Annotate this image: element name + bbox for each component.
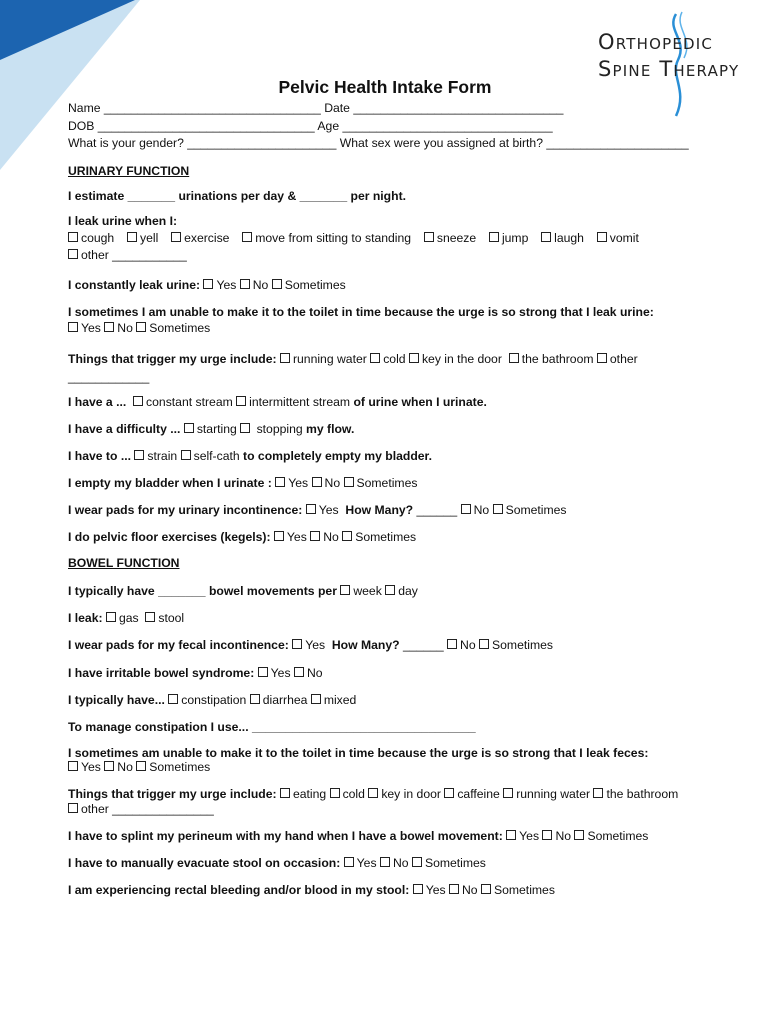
checkbox[interactable] xyxy=(340,585,350,595)
checkbox[interactable] xyxy=(68,761,78,771)
no-option[interactable]: No xyxy=(240,278,269,292)
checkbox[interactable] xyxy=(127,232,137,242)
checkbox[interactable] xyxy=(597,232,607,242)
bowel-heading: BOWEL FUNCTION xyxy=(68,556,180,570)
sometimes-option[interactable]: Sometimes xyxy=(272,278,346,292)
manage-constipation-field[interactable]: To manage constipation I use... _________________________________ xyxy=(68,720,476,734)
period-option[interactable]: day xyxy=(385,584,418,598)
gender-row xyxy=(68,136,689,151)
sometimes-option[interactable]: Sometimes xyxy=(412,856,486,870)
checkbox[interactable] xyxy=(68,232,78,242)
checkbox[interactable] xyxy=(344,477,354,487)
logo-line-1: Orthopedic xyxy=(598,30,714,54)
no-option[interactable]: No xyxy=(542,829,571,843)
no-option[interactable]: No xyxy=(104,321,133,335)
empty-on-urinate-question: I empty my bladder when I urinate : xyxy=(68,476,272,490)
checkbox[interactable] xyxy=(242,232,252,242)
checkbox[interactable] xyxy=(593,788,603,798)
yes-option[interactable]: Yes xyxy=(306,503,339,517)
checkbox[interactable] xyxy=(104,322,114,332)
sometimes-option[interactable]: Sometimes xyxy=(479,638,553,652)
no-option[interactable]: No xyxy=(449,883,478,897)
kegel-row xyxy=(68,530,416,545)
trigger-option[interactable]: key in door xyxy=(368,787,441,801)
leak-option[interactable]: vomit xyxy=(597,231,639,245)
checkbox[interactable] xyxy=(330,788,340,798)
checkbox[interactable] xyxy=(294,667,304,677)
checkbox[interactable] xyxy=(184,423,194,433)
checkbox[interactable] xyxy=(380,857,390,867)
trigger-option[interactable]: caffeine xyxy=(444,787,499,801)
movements-row xyxy=(68,584,418,599)
movements-count-field[interactable]: I typically have _______ xyxy=(68,584,206,598)
stream-option[interactable]: constant stream xyxy=(133,395,233,409)
checkbox[interactable] xyxy=(368,788,378,798)
trigger-option[interactable]: the bathroom xyxy=(593,787,678,801)
leak-question: I leak urine when I: xyxy=(68,214,178,228)
no-option[interactable]: No xyxy=(310,530,339,544)
checkbox[interactable] xyxy=(136,322,146,332)
stream-question: I have a ... xyxy=(68,395,127,409)
how-many-field[interactable]: ______ xyxy=(402,638,444,652)
trigger-other-option[interactable]: other _______________ xyxy=(68,802,214,816)
bowel-leak-question: I leak: xyxy=(68,611,103,625)
checkbox[interactable] xyxy=(503,788,513,798)
trigger-option[interactable]: cold xyxy=(330,787,365,801)
yes-option[interactable]: Yes xyxy=(68,760,101,774)
sometimes-option[interactable]: Sometimes xyxy=(136,321,210,335)
checkbox[interactable] xyxy=(134,450,144,460)
name-date-row xyxy=(68,101,563,116)
checkbox[interactable] xyxy=(68,322,78,332)
checkbox[interactable] xyxy=(181,450,191,460)
yes-option[interactable]: Yes xyxy=(413,883,446,897)
checkbox[interactable] xyxy=(342,531,352,541)
checkbox[interactable] xyxy=(542,830,552,840)
sometimes-option[interactable]: Sometimes xyxy=(574,829,648,843)
fecal-trigger-row xyxy=(68,787,678,802)
urine-trigger-question: Things that trigger my urge include: xyxy=(68,352,277,366)
dob-field[interactable]: DOB ________________________________ xyxy=(68,119,315,133)
empty-option[interactable]: strain xyxy=(134,449,177,463)
yes-option[interactable]: Yes xyxy=(68,321,101,335)
trigger-other-blank[interactable]: ____________ xyxy=(68,370,150,384)
no-option[interactable]: No xyxy=(104,760,133,774)
leak-other-row xyxy=(68,248,187,263)
checkbox[interactable] xyxy=(240,423,250,433)
checkbox[interactable] xyxy=(171,232,181,242)
checkbox[interactable] xyxy=(258,667,268,677)
difficulty-row xyxy=(68,422,354,437)
checkbox[interactable] xyxy=(447,639,457,649)
urinary-heading: URINARY FUNCTION xyxy=(68,164,190,178)
checkbox[interactable] xyxy=(280,353,290,363)
checkbox[interactable] xyxy=(506,830,516,840)
page-title: Pelvic Health Intake Form xyxy=(278,77,492,97)
empty-option[interactable]: self-cath xyxy=(181,449,240,463)
checkbox[interactable] xyxy=(312,477,322,487)
stream-row xyxy=(68,395,487,410)
typical-option[interactable]: constipation xyxy=(168,693,246,707)
fecal-pads-row xyxy=(68,638,553,653)
urine-trigger-row xyxy=(68,352,638,367)
how-many-label: How Many? xyxy=(331,638,400,652)
checkbox[interactable] xyxy=(449,884,459,894)
checkbox[interactable] xyxy=(203,279,213,289)
urge-leak-question: I sometimes I am unable to make it to the toilet in time because the urge is so strong that I leak urine: xyxy=(68,305,654,319)
urge-leak-options xyxy=(68,321,210,336)
urinary-pads-question: I wear pads for my urinary incontinence: xyxy=(68,503,303,517)
typical-question: I typically have... xyxy=(68,693,165,707)
difficulty-tail: my flow. xyxy=(306,422,355,436)
fecal-trigger-other-row xyxy=(68,802,214,817)
constant-leak-row xyxy=(68,278,346,293)
stream-tail: of urine when I urinate. xyxy=(353,395,487,409)
checkbox[interactable] xyxy=(493,504,503,514)
kegel-question: I do pelvic floor exercises (kegels): xyxy=(68,530,271,544)
bowel-leak-option[interactable]: stool xyxy=(145,611,184,625)
leak-other-option[interactable]: other ___________ xyxy=(68,248,187,262)
trigger-option[interactable]: the bathroom xyxy=(509,352,594,366)
evacuate-question: I have to manually evacuate stool on occasion: xyxy=(68,856,341,870)
trigger-option[interactable]: running water xyxy=(280,352,367,366)
checkbox[interactable] xyxy=(311,694,321,704)
checkbox[interactable] xyxy=(409,353,419,363)
checkbox[interactable] xyxy=(344,857,354,867)
trigger-option[interactable]: eating xyxy=(280,787,326,801)
ibs-question: I have irritable bowel syndrome: xyxy=(68,666,255,680)
yes-option[interactable]: Yes xyxy=(258,666,291,680)
yes-option[interactable]: Yes xyxy=(292,638,325,652)
checkbox[interactable] xyxy=(106,612,116,622)
checkbox[interactable] xyxy=(413,884,423,894)
checkbox[interactable] xyxy=(240,279,250,289)
checkbox[interactable] xyxy=(461,504,471,514)
yes-option[interactable]: Yes xyxy=(344,856,377,870)
checkbox[interactable] xyxy=(370,353,380,363)
checkbox[interactable] xyxy=(574,830,584,840)
bleeding-question: I am experiencing rectal bleeding and/or blood in my stool: xyxy=(68,883,410,897)
bowel-leak-row xyxy=(68,611,184,626)
difficulty-option[interactable]: starting xyxy=(184,422,237,436)
name-field[interactable]: Name ________________________________ xyxy=(68,101,321,115)
sometimes-option[interactable]: Sometimes xyxy=(136,760,210,774)
sometimes-option[interactable]: Sometimes xyxy=(342,530,416,544)
checkbox[interactable] xyxy=(272,279,282,289)
empty-question: I have to ... xyxy=(68,449,131,463)
checkbox[interactable] xyxy=(385,585,395,595)
sex-field[interactable]: What sex were you assigned at birth? _____________________ xyxy=(339,136,689,150)
yes-option[interactable]: Yes xyxy=(275,476,308,490)
leak-option[interactable]: exercise xyxy=(171,231,229,245)
checkbox[interactable] xyxy=(489,232,499,242)
bleeding-row xyxy=(68,883,555,898)
ibs-row xyxy=(68,666,323,681)
splint-question: I have to splint my perineum with my hand when I have a bowel movement: xyxy=(68,829,503,843)
checkbox[interactable] xyxy=(145,612,155,622)
dob-age-row xyxy=(68,119,553,134)
empty-on-urinate-row xyxy=(68,476,417,491)
checkbox[interactable] xyxy=(292,639,302,649)
no-option[interactable]: No xyxy=(380,856,409,870)
difficulty-question: I have a difficulty ... xyxy=(68,422,181,436)
period-option[interactable]: week xyxy=(340,584,381,598)
checkbox[interactable] xyxy=(68,803,78,813)
checkbox[interactable] xyxy=(306,504,316,514)
how-many-label: How Many? xyxy=(345,503,414,517)
trigger-option[interactable]: cold xyxy=(370,352,405,366)
checkbox[interactable] xyxy=(136,761,146,771)
typical-option[interactable]: mixed xyxy=(311,693,357,707)
leak-options xyxy=(68,231,645,246)
fecal-trigger-question: Things that trigger my urge include: xyxy=(68,787,277,801)
leak-option[interactable]: sneeze xyxy=(424,231,476,245)
evacuate-row xyxy=(68,856,486,871)
checkbox[interactable] xyxy=(481,884,491,894)
typical-option[interactable]: diarrhea xyxy=(250,693,308,707)
leak-option[interactable]: cough xyxy=(68,231,114,245)
trigger-option[interactable]: other xyxy=(597,352,638,366)
checkbox[interactable] xyxy=(509,353,519,363)
fecal-urge-question: I sometimes am unable to make it to the toilet in time because the urge is so strong that I leak feces: xyxy=(68,746,649,760)
checkbox[interactable] xyxy=(104,761,114,771)
checkbox[interactable] xyxy=(412,857,422,867)
checkbox[interactable] xyxy=(133,396,143,406)
yes-option[interactable]: Yes xyxy=(506,829,539,843)
no-option[interactable]: No xyxy=(312,476,341,490)
checkbox[interactable] xyxy=(310,531,320,541)
checkbox[interactable] xyxy=(597,353,607,363)
age-field[interactable]: Age _______________________________ xyxy=(317,119,553,133)
leak-option[interactable]: laugh xyxy=(541,231,584,245)
no-option[interactable]: No xyxy=(461,503,490,517)
fecal-pads-question: I wear pads for my fecal incontinence: xyxy=(68,638,289,652)
checkbox[interactable] xyxy=(424,232,434,242)
checkbox[interactable] xyxy=(168,694,178,704)
checkbox[interactable] xyxy=(275,477,285,487)
date-field[interactable]: Date _______________________________ xyxy=(324,101,564,115)
checkbox[interactable] xyxy=(444,788,454,798)
yes-option[interactable]: Yes xyxy=(274,530,307,544)
stream-option[interactable]: intermittent stream xyxy=(236,395,350,409)
checkbox[interactable] xyxy=(280,788,290,798)
leak-option[interactable]: yell xyxy=(127,231,158,245)
checkbox[interactable] xyxy=(236,396,246,406)
constant-leak-question: I constantly leak urine: xyxy=(68,278,201,292)
yes-option[interactable]: Yes xyxy=(203,278,236,292)
empty-tail: to completely empty my bladder. xyxy=(243,449,433,463)
fecal-urge-options xyxy=(68,760,210,775)
splint-row xyxy=(68,829,648,844)
checkbox[interactable] xyxy=(479,639,489,649)
sometimes-option[interactable]: Sometimes xyxy=(481,883,555,897)
trigger-option[interactable]: key in the door xyxy=(409,352,502,366)
checkbox[interactable] xyxy=(541,232,551,242)
sometimes-option[interactable]: Sometimes xyxy=(493,503,567,517)
gender-field[interactable]: What is your gender? ______________________ xyxy=(68,136,337,150)
leak-option[interactable]: move from sitting to standing xyxy=(242,231,411,245)
no-option[interactable]: No xyxy=(447,638,476,652)
difficulty-option[interactable]: stopping xyxy=(240,422,302,436)
movements-label: bowel movements per xyxy=(208,584,337,598)
checkbox[interactable] xyxy=(68,249,78,259)
typical-row xyxy=(68,693,356,708)
empty-row xyxy=(68,449,432,464)
trigger-option[interactable]: running water xyxy=(503,787,590,801)
logo-line-2: Spine Therapy xyxy=(598,57,740,81)
no-option[interactable]: No xyxy=(294,666,323,680)
leak-option[interactable]: jump xyxy=(489,231,528,245)
how-many-field[interactable]: ______ xyxy=(416,503,458,517)
sometimes-option[interactable]: Sometimes xyxy=(344,476,418,490)
company-logo xyxy=(596,10,766,120)
urination-estimate[interactable]: I estimate _______ urinations per day & _______ per night. xyxy=(68,189,407,203)
bowel-leak-option[interactable]: gas xyxy=(106,611,139,625)
checkbox[interactable] xyxy=(274,531,284,541)
urinary-pads-row xyxy=(68,503,567,518)
checkbox[interactable] xyxy=(250,694,260,704)
